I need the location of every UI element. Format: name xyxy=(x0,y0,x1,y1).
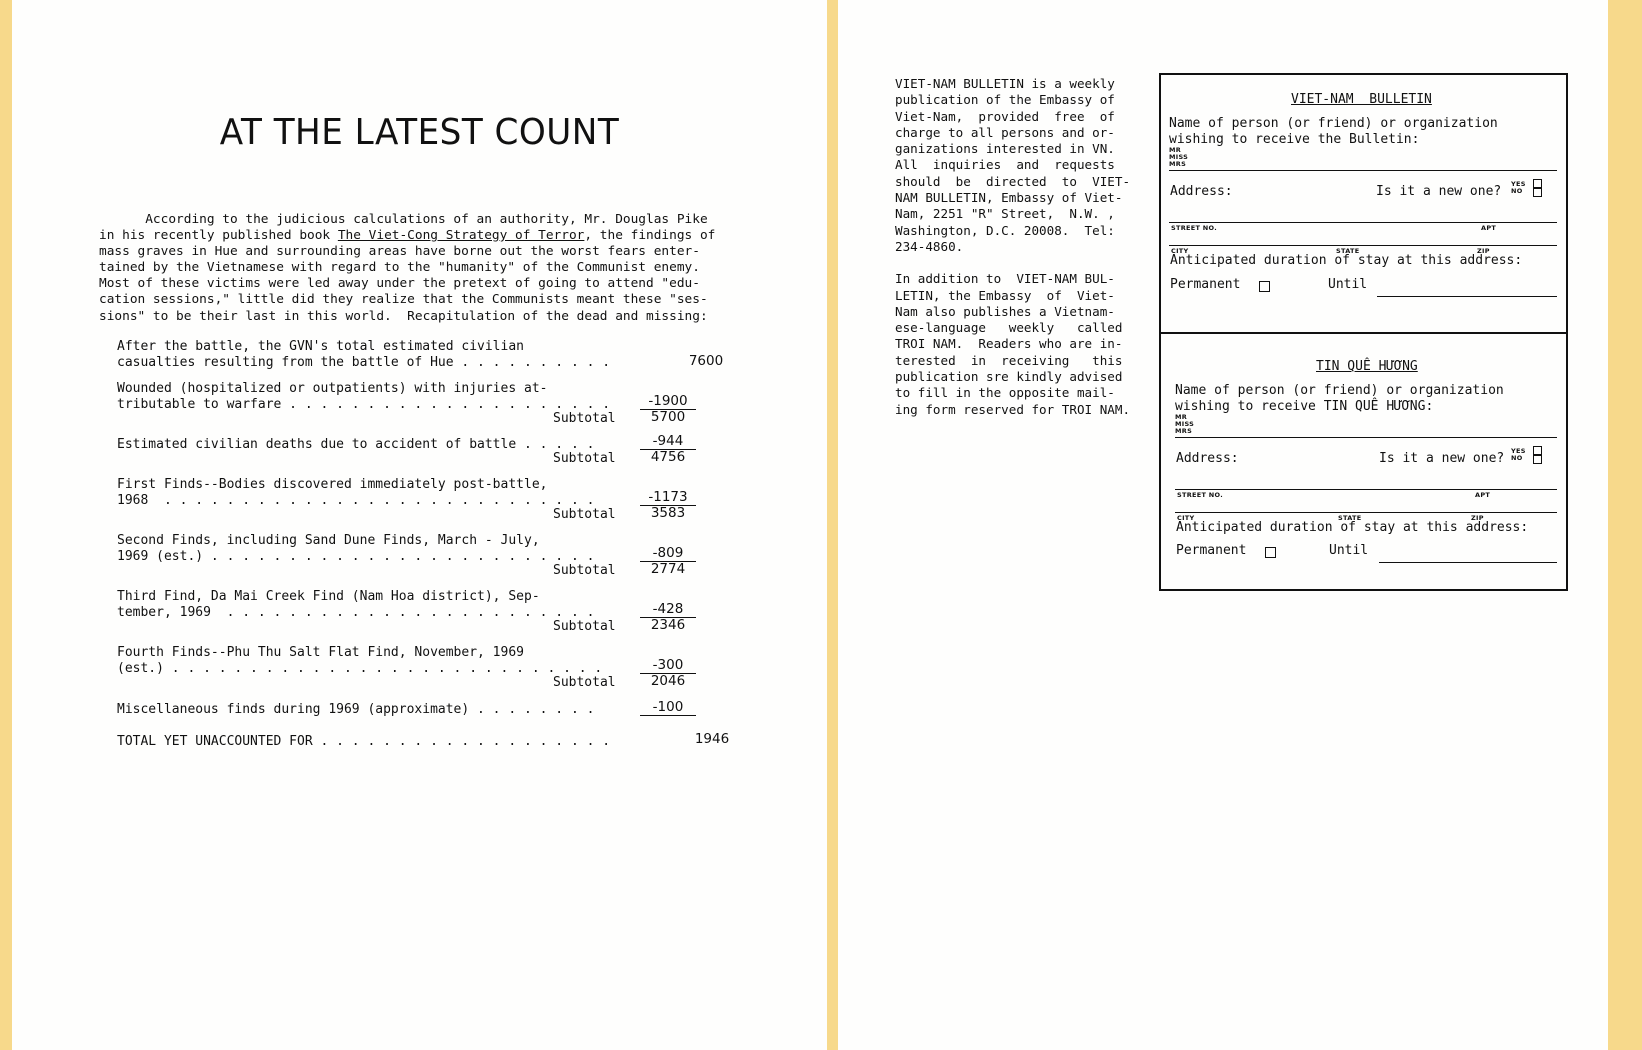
yes-label: YES xyxy=(1511,447,1526,455)
tally-row-1-value: -1900 xyxy=(648,393,688,409)
street-field[interactable] xyxy=(1175,489,1557,490)
duration-label: Anticipated duration of stay at this address: xyxy=(1176,520,1529,535)
info-line: ese-language weekly called xyxy=(895,320,1123,336)
city-label: CITY xyxy=(1177,514,1195,522)
subscription-forms xyxy=(1159,73,1568,591)
intro-line: According to the judicious calculations of an authority, Mr. Douglas Pike xyxy=(99,212,708,227)
city-label: CITY xyxy=(1171,247,1189,255)
until-label: Until xyxy=(1328,277,1368,292)
form-heading: VIET-NAM BULLETIN xyxy=(1291,92,1432,107)
form-prompt: wishing to receive the Bulletin: xyxy=(1169,132,1420,147)
intro-line: sions" to be their last in this world. Recapitulation of the dead and missing: xyxy=(99,308,708,324)
tally-row-3-label-2: 1968 . . . . . . . . . . . . . . . . . . . . . . . . . . . . xyxy=(117,493,595,508)
tally-row-2-label-1: Estimated civilian deaths due to accident of battle . . . . . xyxy=(117,437,595,452)
spacer xyxy=(895,255,1135,271)
info-line: terested in receiving this xyxy=(895,352,1123,368)
tally-row-5-label-2: tember, 1969 . . . . . . . . . . . . . . . . . . . . . . . . xyxy=(117,605,595,620)
book-title: The Viet-Cong Strategy of Terror xyxy=(337,228,585,244)
state-label: STATE xyxy=(1336,247,1360,255)
tally-row-6-value: -300 xyxy=(652,657,684,673)
apt-label: APT xyxy=(1481,224,1497,232)
permanent-label: Permanent xyxy=(1176,543,1247,558)
apt-label: APT xyxy=(1475,491,1491,499)
bulletin-info xyxy=(895,76,1135,418)
street-label: STREET NO. xyxy=(1177,491,1223,499)
info-line: In addition to VIET-NAM BUL- xyxy=(895,271,1115,287)
tally-row-3-subtotal: 3583 xyxy=(650,505,686,521)
tally-row-1-label-1: Wounded (hospitalized or outpatients) with injuries at- xyxy=(117,381,548,396)
tally-row-2-subtotal: 4756 xyxy=(650,449,686,465)
title-miss: MISS xyxy=(1175,420,1195,428)
tally-row-3-label-1: First Finds--Bodies discovered immediately post-battle, xyxy=(117,477,548,492)
form-prompt: wishing to receive TIN QUÊ HƯƠNG: xyxy=(1175,399,1434,414)
info-line: to fill in the opposite mail- xyxy=(895,385,1115,401)
info-line: Washington, D.C. 20008. Tel: xyxy=(895,222,1115,238)
until-field[interactable] xyxy=(1377,296,1557,297)
until-field[interactable] xyxy=(1379,562,1557,563)
no-checkbox[interactable] xyxy=(1533,455,1542,464)
yes-checkbox[interactable] xyxy=(1533,179,1542,188)
subtotal-label: Subtotal xyxy=(553,451,616,466)
tally-total-label: TOTAL YET UNACCOUNTED FOR . . . . . . . . . . . . . . . . . . . xyxy=(117,734,611,749)
intro-line: Most of these victims were led away under the pretext of going to attend "edu- xyxy=(99,276,700,292)
form-prompt: Name of person (or friend) or organization xyxy=(1175,383,1504,398)
tally-row-6-subtotal: 2046 xyxy=(650,673,686,689)
form-heading: TIN QUÊ HƯƠNG xyxy=(1316,359,1418,374)
form-divider xyxy=(1161,332,1566,334)
info-line: NAM BULLETIN, Embassy of Viet- xyxy=(895,190,1123,206)
duration-label: Anticipated duration of stay at this address: xyxy=(1170,253,1523,268)
new-address-question: Is it a new one? xyxy=(1379,451,1505,466)
info-line: Nam also publishes a Vietnam- xyxy=(895,303,1115,319)
subtotal-label: Subtotal xyxy=(553,563,616,578)
intro-line: mass graves in Hue and surrounding areas have borne out the worst fears enter- xyxy=(99,244,700,260)
title-miss: MISS xyxy=(1169,153,1189,161)
street-field[interactable] xyxy=(1169,222,1557,223)
subtotal-label: Subtotal xyxy=(553,411,616,426)
tally-row-1-subtotal: 5700 xyxy=(650,409,686,425)
name-field[interactable] xyxy=(1175,437,1557,438)
yes-label: YES xyxy=(1511,180,1526,188)
left-page xyxy=(12,0,827,1050)
tally-row-5-subtotal: 2346 xyxy=(650,617,686,633)
tally-rule xyxy=(640,715,696,716)
tally-row-2-value: -944 xyxy=(652,433,684,449)
info-line: Viet-Nam, provided free of xyxy=(895,108,1115,124)
city-field[interactable] xyxy=(1175,512,1557,513)
form-prompt: Name of person (or friend) or organization xyxy=(1169,116,1498,131)
subtotal-label: Subtotal xyxy=(553,507,616,522)
info-line: LETIN, the Embassy of Viet- xyxy=(895,287,1115,303)
page-title: AT THE LATEST COUNT xyxy=(219,112,620,153)
info-line: VIET-NAM BULLETIN is a weekly xyxy=(895,76,1115,91)
tally-total-value: 1946 xyxy=(694,731,730,747)
permanent-checkbox[interactable] xyxy=(1265,547,1276,558)
right-page xyxy=(838,0,1608,1050)
tally-row-0-value: 7600 xyxy=(688,353,724,369)
subtotal-label: Subtotal xyxy=(553,675,616,690)
tally-row-4-value: -809 xyxy=(652,545,684,561)
info-line: publication sre kindly advised xyxy=(895,369,1123,385)
info-line: charge to all persons and or- xyxy=(895,124,1115,140)
zip-label: ZIP xyxy=(1477,247,1490,255)
tally-row-1-label-2: tributable to warfare . . . . . . . . . . . . . . . . . . . . . xyxy=(117,397,611,412)
info-line: publication of the Embassy of xyxy=(895,92,1115,108)
tally-row-6-label-1: Fourth Finds--Phu Thu Salt Flat Find, November, 1969 xyxy=(117,645,524,660)
tally-row-0-label-1: After the battle, the GVN's total estimated civilian xyxy=(117,339,524,354)
tally-row-7-value: -100 xyxy=(652,699,684,715)
tally-row-7-label-1: Miscellaneous finds during 1969 (approximate) . . . . . . . . xyxy=(117,702,595,717)
info-line: ganizations interested in VN. xyxy=(895,141,1115,157)
name-field[interactable] xyxy=(1169,170,1557,171)
title-mrs: MRS xyxy=(1175,427,1193,435)
no-label: NO xyxy=(1511,187,1523,195)
title-mr: MR xyxy=(1169,146,1182,154)
intro-line: cation sessions," little did they realize that the Communists meant these "ses- xyxy=(99,292,708,308)
info-line: All inquiries and requests xyxy=(895,157,1115,173)
info-line: 234-4860. xyxy=(895,238,964,254)
address-label: Address: xyxy=(1176,451,1239,466)
tally-row-3-value: -1173 xyxy=(648,489,688,505)
state-label: STATE xyxy=(1338,514,1362,522)
zip-label: ZIP xyxy=(1471,514,1484,522)
intro-line: tained by the Vietnamese with regard to the "humanity" of the Communist enemy. xyxy=(99,260,700,276)
intro-paragraph xyxy=(99,212,749,325)
new-address-question: Is it a new one? xyxy=(1376,184,1502,199)
no-checkbox[interactable] xyxy=(1533,188,1542,197)
subtotal-label: Subtotal xyxy=(553,619,616,634)
permanent-checkbox[interactable] xyxy=(1259,281,1270,292)
no-label: NO xyxy=(1511,454,1523,462)
tally-row-4-subtotal: 2774 xyxy=(650,561,686,577)
address-label: Address: xyxy=(1170,184,1233,199)
title-mrs: MRS xyxy=(1169,160,1187,168)
tally-row-6-label-2: (est.) . . . . . . . . . . . . . . . . . . . . . . . . . . . . xyxy=(117,661,603,676)
tally-row-5-label-1: Third Find, Da Mai Creek Find (Nam Hoa district), Sep- xyxy=(117,589,540,604)
info-line: ing form reserved for TROI NAM. xyxy=(895,401,1131,417)
tally-row-5-value: -428 xyxy=(652,601,684,617)
street-label: STREET NO. xyxy=(1171,224,1217,232)
tally-row-4-label-2: 1969 (est.) . . . . . . . . . . . . . . . . . . . . . . . . . xyxy=(117,549,595,564)
info-line: TROI NAM. Readers who are in- xyxy=(895,336,1123,352)
title-mr: MR xyxy=(1175,413,1188,421)
intro-line: in his recently published book The Viet-Cong Strategy of Terror, the findings of xyxy=(99,228,716,244)
info-line: should be directed to VIET- xyxy=(895,173,1131,189)
info-line: Nam, 2251 "R" Street, N.W. , xyxy=(895,206,1115,222)
until-label: Until xyxy=(1329,543,1369,558)
yes-checkbox[interactable] xyxy=(1533,446,1542,455)
permanent-label: Permanent xyxy=(1170,277,1241,292)
city-field[interactable] xyxy=(1169,245,1557,246)
tally-row-4-label-1: Second Finds, including Sand Dune Finds, March - July, xyxy=(117,533,540,548)
tally-row-0-label-2: casualties resulting from the battle of Hue . . . . . . . . . . xyxy=(117,355,611,370)
